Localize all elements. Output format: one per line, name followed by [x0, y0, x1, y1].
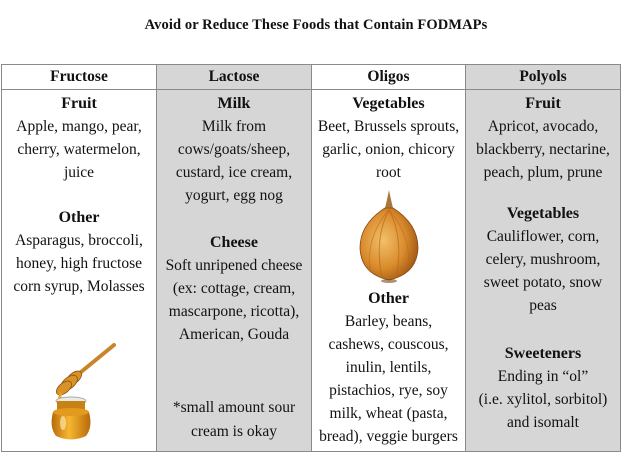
group-line: cherry, watermelon, [17, 141, 141, 158]
group-line: yogurt, egg nog [185, 187, 283, 204]
header-lactose: Lactose [157, 65, 312, 90]
header-polyols: Polyols [466, 65, 621, 90]
onion-image [354, 188, 424, 284]
group-line: Barley, beans, [344, 313, 433, 330]
group-line: pistachios, rye, soy [329, 382, 448, 399]
group-line: custard, ice cream, [175, 164, 293, 181]
group-line: cows/goats/sheep, [177, 141, 291, 158]
group-line: honey, high fructose [16, 255, 142, 272]
group-heading: Other [368, 290, 409, 307]
fructose-column [2, 90, 157, 452]
oligos-vegetables-group [312, 93, 465, 184]
group-line: Beet, Brussels sprouts, [317, 118, 460, 135]
header-row [2, 65, 621, 90]
group-line: blackberry, nectarine, [476, 141, 610, 158]
body-row [2, 90, 621, 452]
oligos-other-group [312, 288, 465, 448]
group-line: garlic, onion, chicory [322, 141, 455, 158]
group-line: sweet potato, snow [483, 274, 603, 291]
group-line: Cauliflower, corn, [486, 228, 600, 245]
group-heading: Milk [217, 95, 251, 112]
group-line: (ex: cottage, cream, [172, 280, 296, 297]
group-line: milk, wheat (pasta, [329, 405, 448, 422]
onion-icon [354, 188, 424, 284]
polyols-fruit-group [466, 93, 620, 184]
group-heading: Vegetables [506, 205, 580, 222]
fructose-other-group [2, 207, 156, 298]
group-line: root [376, 164, 401, 181]
group-heading: Vegetables [352, 95, 425, 112]
lactose-column [157, 90, 312, 452]
group-line: cashews, couscous, [328, 336, 449, 353]
group-line: Asparagus, broccoli, [15, 232, 143, 249]
group-line: corn syrup, Molasses [13, 278, 145, 295]
header-fructose: Fructose [2, 65, 157, 90]
group-line: peas [529, 297, 557, 314]
group-line: Ending in “ol” [497, 368, 589, 385]
group-heading: Sweeteners [504, 345, 582, 362]
group-heading: Cheese [210, 234, 258, 251]
fodmap-table [1, 64, 621, 452]
group-line: bread), veggie burgers [319, 428, 458, 445]
group-heading: Fruit [525, 95, 561, 112]
group-line: Milk from [201, 118, 267, 135]
lactose-cheese-group [157, 232, 311, 346]
group-heading: Other [58, 209, 100, 226]
page-title: Avoid or Reduce These Foods that Contain FODMAPs [144, 17, 488, 33]
lactose-note [157, 396, 311, 444]
group-line: and isomalt [507, 414, 579, 431]
polyols-column [466, 90, 621, 452]
group-line: inulin, lentils, [345, 359, 432, 376]
header-oligos: Oligos [312, 65, 466, 90]
group-line: (i.e. xylitol, sorbitol) [478, 391, 608, 408]
group-line: celery, mushroom, [485, 251, 601, 268]
honey-pot-image [44, 341, 122, 443]
polyols-sweeteners-group [466, 343, 620, 434]
polyols-vegetables-group [466, 203, 620, 317]
note-line: *small amount sour [172, 399, 296, 416]
group-line: Apricot, avocado, [487, 118, 599, 135]
group-line: Apple, mango, pear, [16, 118, 142, 135]
oligos-column [312, 90, 466, 452]
group-line: American, Gouda [178, 326, 290, 343]
lactose-milk-group [157, 93, 311, 207]
fructose-fruit-group [2, 93, 156, 184]
group-heading: Fruit [61, 95, 97, 112]
note-line: cream is okay [190, 423, 278, 440]
group-line: peach, plum, prune [483, 164, 603, 181]
group-line: juice [63, 164, 95, 181]
honey-pot-icon [44, 341, 122, 443]
group-line: Soft unripened cheese [165, 257, 303, 274]
group-line: mascarpone, ricotta), [168, 303, 300, 320]
